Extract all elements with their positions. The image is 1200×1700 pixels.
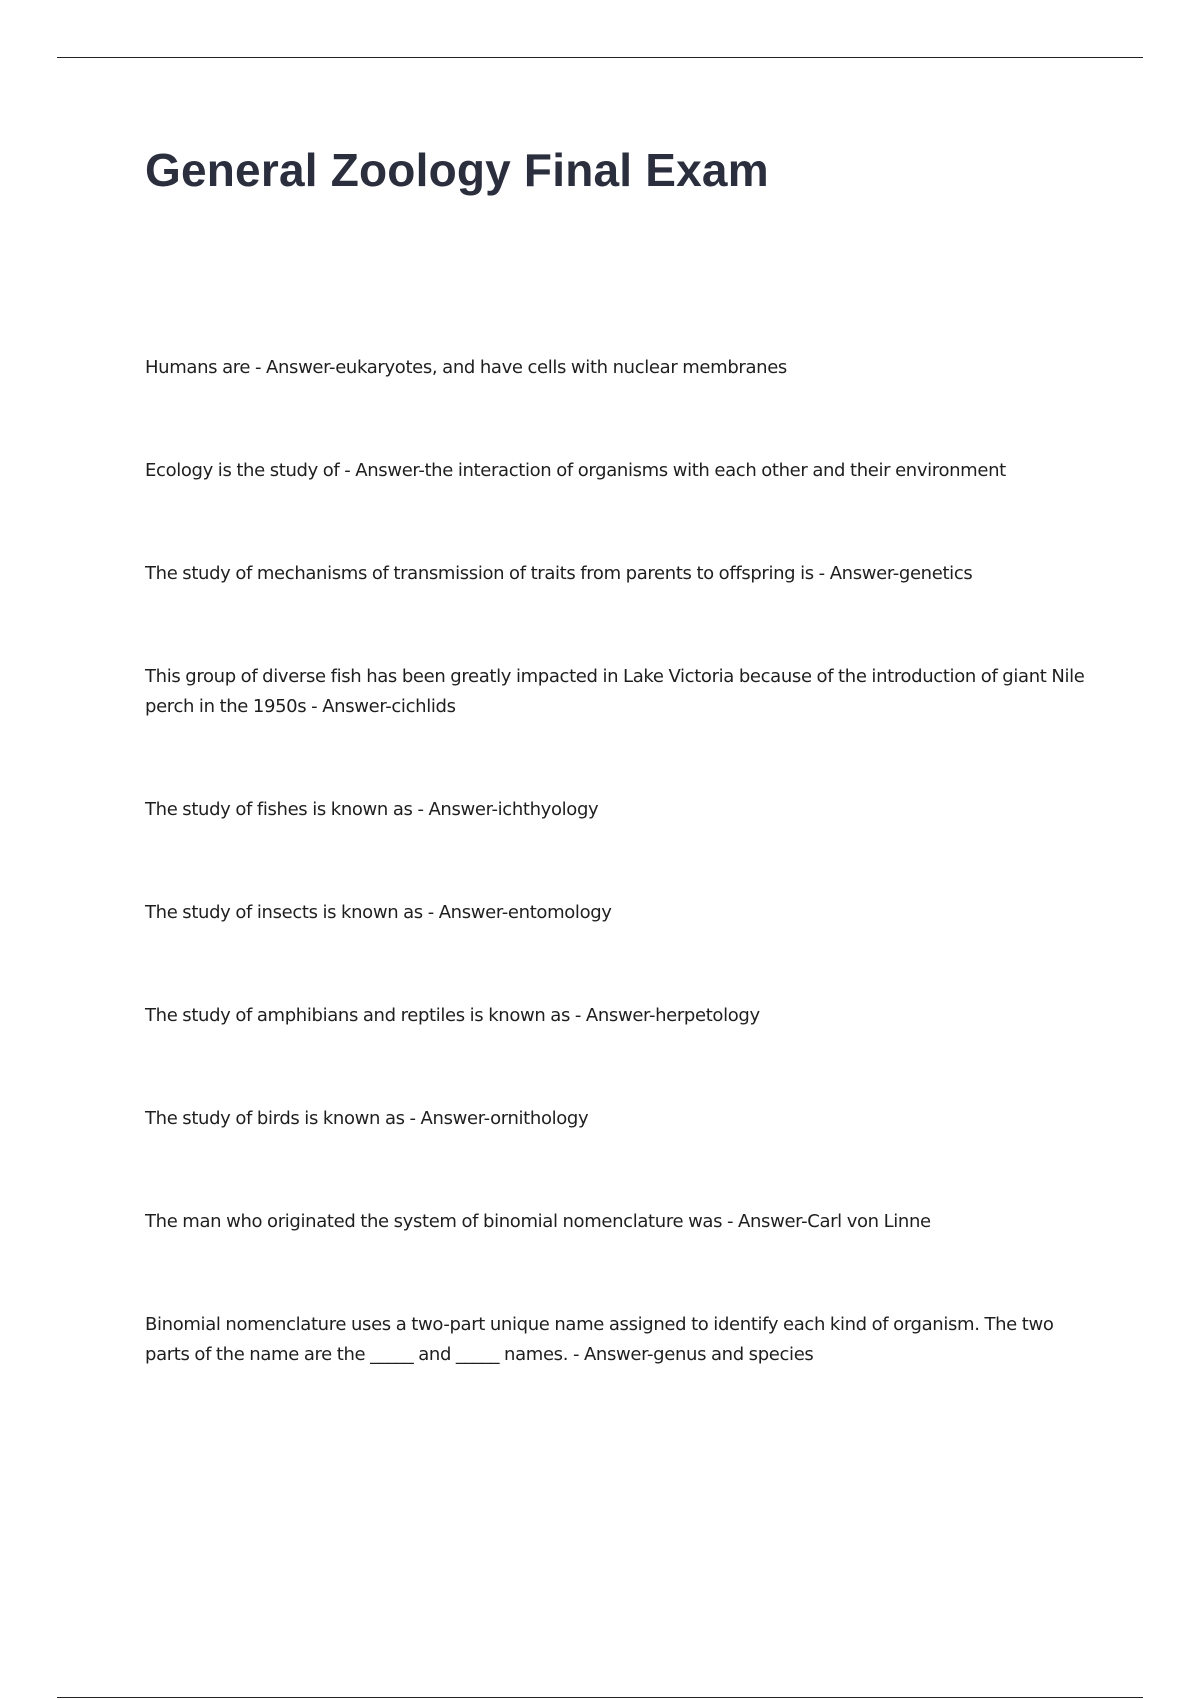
footer-rule: [57, 1697, 1143, 1698]
qa-item: The man who originated the system of binomial nomenclature was - Answer-Carl von Linne: [145, 1211, 931, 1232]
header-rule: [57, 57, 1143, 58]
page-title: General Zoology Final Exam: [145, 144, 769, 196]
qa-item: Humans are - Answer-eukaryotes, and have cells with nuclear membranes: [145, 357, 787, 378]
qa-item: Ecology is the study of - Answer-the interaction of organisms with each other and their environment: [145, 460, 1006, 481]
qa-item: The study of fishes is known as - Answer-ichthyology: [145, 799, 599, 820]
qa-item: The study of insects is known as - Answer-entomology: [145, 902, 612, 923]
qa-item: The study of birds is known as - Answer-ornithology: [145, 1108, 589, 1129]
qa-item: Binomial nomenclature uses a two-part unique name assigned to identify each kind of organism. The two parts of the name are the _____ and _____ names. - Answer-genus and species: [145, 1314, 1054, 1365]
qa-item: The study of mechanisms of transmission of traits from parents to offspring is - Answer-genetics: [145, 563, 973, 584]
qa-item: The study of amphibians and reptiles is known as - Answer-herpetology: [145, 1005, 760, 1026]
qa-item: This group of diverse fish has been greatly impacted in Lake Victoria because of the introduction of giant Nile perch in the 1950s - Answer-cichlids: [145, 666, 1085, 717]
